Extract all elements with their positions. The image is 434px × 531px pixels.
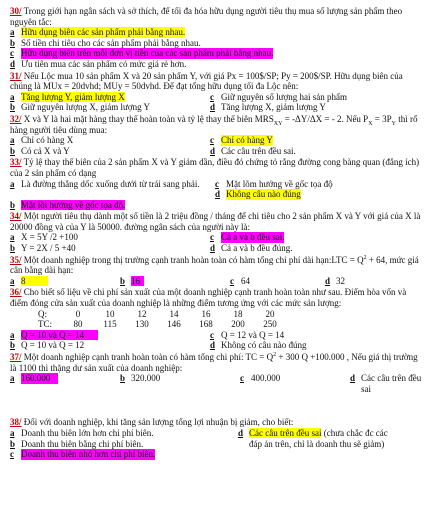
option-34c: Cả a và b đều sai.: [221, 232, 285, 243]
option-35b: 16: [131, 276, 144, 287]
option-35a: 8: [21, 276, 48, 287]
table-row-q: Q: 0 10 12 14 16 18 20: [38, 308, 275, 319]
option-37c: 400.000: [251, 373, 281, 384]
option-30b: b Số tiền chi tiêu cho các sản phẩm phải bằng nhau.: [10, 37, 201, 48]
option-37a: 160.000: [21, 373, 58, 384]
table-row-tc: TC: 80 115 130 146 168 200 250: [38, 319, 277, 330]
option-36d: Không có câu nào đúng: [221, 340, 307, 351]
option-31a: Tăng lượng Y, giảm lượng X: [21, 91, 125, 102]
option-37d: Các câu trên đều sai: [361, 373, 422, 394]
options-33-row1: a Là đường thẳng dốc xuống dưới từ trái sang phải. c Mặt lõm hướng về gốc tọa độ d Không câu nào đúng: [10, 178, 333, 200]
options-35: a 8 b 16 c 64 d 32: [10, 275, 345, 286]
option-30d: d Ưu tiên mua các sản phẩm có mức giá rẻ hơn.: [10, 58, 187, 69]
question-38: 38/ Đối với doanh nghiệp, khi tăng sản lượng tổng lợi nhuận bị giảm, cho biết:: [10, 417, 294, 428]
options-38-row2: b Doanh thu biên bằng chi phí biên. đáp án trên, chỉ là doanh thu sẽ giảm): [10, 438, 385, 449]
option-30c: c Hữu dụng biên trên mỗi đơn vị tiền của các sản phẩm phải bằng nhau.: [10, 48, 274, 59]
options-34-row1: a X = 5Y /2 +100 c Cả a và b đều sai.: [10, 232, 285, 243]
question-34: 34/ Một người tiêu thụ dành một số tiền là 2 triệu đồng / tháng để chi tiêu cho 2 sản phẩm X và Y với giá của X là 20000 đồng và của Y là 50000. đường ngân sách của người này là:: [10, 211, 421, 232]
option-32a: Chỉ có hàng X: [21, 135, 74, 146]
option-37b: 320.000: [131, 373, 161, 384]
question-30: 30/ Trong giới hạn ngân sách và sở thích, để tối đa hóa hữu dụng người tiêu thụ mua số lượng sản phẩm theo nguyên tắc:: [10, 6, 403, 27]
option-38c: c Doanh thu biên nhỏ hơn chi phí biên.: [10, 449, 156, 460]
question-37: 37/ Một doanh nghiệp cạnh tranh hoàn toàn có hàm tổng chi phí: TC = $Q^2 + 300$ Q +100.000 , Nếu giá thị trường là 1100 thì thặng dư sản xuất của doanh nghiệp:: [10, 352, 418, 373]
option-31c: Giữ nguyên số lượng hai sản phẩm: [221, 91, 347, 102]
options-32-row1: a Chỉ có hàng X c Chỉ có hàng Y: [10, 135, 273, 146]
question-31: 31/ Nếu Lộc mua 10 sản phẩm X và 20 sản phẩm Y, với giá Px = 100$/SP; Py = 200$/SP. Hữu dụng biên của chúng là MUx = 20dvhd; MUy = 50dvhd. Để đạt tổng hữu dụng tối đa Lộc nên:: [10, 70, 403, 92]
option-33d: Không câu nào đúng: [226, 189, 301, 200]
option-32d: Các câu trên đều sai.: [221, 145, 296, 156]
option-35d: 32: [336, 275, 345, 286]
options-31-row2: b Giữ nguyên lượng X, giảm lượng Y d Tăng lượng X, giảm lượng Y: [10, 102, 326, 113]
options-37: a 160.000 b 320.000 c 400.000 d Các câu trên đều sai: [10, 373, 426, 394]
options-31-row1: a Tăng lượng Y, giảm lượng X c Giữ nguyên số lượng hai sản phẩm: [10, 91, 347, 102]
options-36-row2: b Q = 10 và Q = 12 d Không có câu nào đúng: [10, 340, 307, 351]
question-36: 36/ Cho biết số liệu về chi phí sản xuất của một doanh nghiệp cạnh tranh hoàn toàn như sau. Điểm hòa vốn và điểm đóng cửa sản xuất của doanh nghiệp là những điểm tương ứng với các mức sản lượng:: [10, 287, 407, 309]
question-33: 33/ Tỷ lệ thay thế biên của 2 sản phẩm X và Y giảm dần, điều đó chứng tỏ rằng đường cong bàng quan (đẳng ích) của 2 sản phẩm có dạng: [10, 157, 420, 178]
options-38-row1: a Doanh thu biên lớn hơn chi phí biên. d Các câu trên đều sai (chưa chắc đc các: [10, 427, 388, 438]
option-38a: Doanh thu biên lớn hơn chi phí biên.: [21, 427, 154, 438]
option-33b: b Mặt lồi hướng về gốc tọa độ.: [10, 199, 126, 210]
option-38b: Doanh thu biên bằng chi phí biên.: [21, 438, 144, 449]
option-35c: 64: [241, 275, 250, 286]
option-36c: Q = 12 và Q = 14: [221, 329, 285, 340]
option-36a: Q = 10 và Q = 14: [21, 330, 98, 341]
option-36b: Q = 10 và Q = 12: [21, 340, 85, 351]
question-35: 35/ Một doanh nghiệp trong thị trường cạnh tranh hoàn toàn có hàm tổng chi phí dài hạn:LTC = $Q^2 + 64$, mức giá cân bằng dài hạn:: [10, 254, 419, 276]
option-32b: Có cả X và Y: [21, 145, 70, 156]
option-33a: Là đường thẳng dốc xuống dưới từ trái sang phải.: [21, 178, 200, 189]
option-32c: Chỉ có hàng Y: [221, 135, 273, 146]
option-31b: Giữ nguyên lượng X, giảm lượng Y: [21, 102, 151, 113]
options-34-row2: b Y = 2X / 5 +40 d Cả a và b đều đúng.: [10, 243, 293, 254]
option-33c: Mặt lõm hướng về gốc tọa độ: [226, 178, 333, 189]
option-31d: Tăng lượng X, giảm lượng Y: [221, 102, 326, 113]
option-34b: Y = 2X / 5 +40: [21, 243, 76, 254]
option-34a: X = 5Y /2 +100: [21, 232, 78, 243]
question-32: 32/ X và Y là hai mặt hàng thay thế hoàn toàn và tỷ lệ thay thế biên $MRS_{XY} = -\Delta Y/\Delta X$ = - 2. Nếu $P_X = 3P_Y$ thì rổ hàng người tiêu dùng mua:: [10, 113, 418, 135]
option-34d: Cả a và b đều đúng.: [221, 243, 293, 254]
options-32-row2: b Có cả X và Y d Các câu trên đều sai.: [10, 145, 296, 156]
options-36-row1: a Q = 10 và Q = 14 c Q = 12 và Q = 14: [10, 329, 285, 340]
option-38d: Các câu trên đều sai: [249, 427, 322, 438]
option-30a: a Hữu dụng biên các sản phẩm phải bằng nhau.: [10, 27, 186, 38]
